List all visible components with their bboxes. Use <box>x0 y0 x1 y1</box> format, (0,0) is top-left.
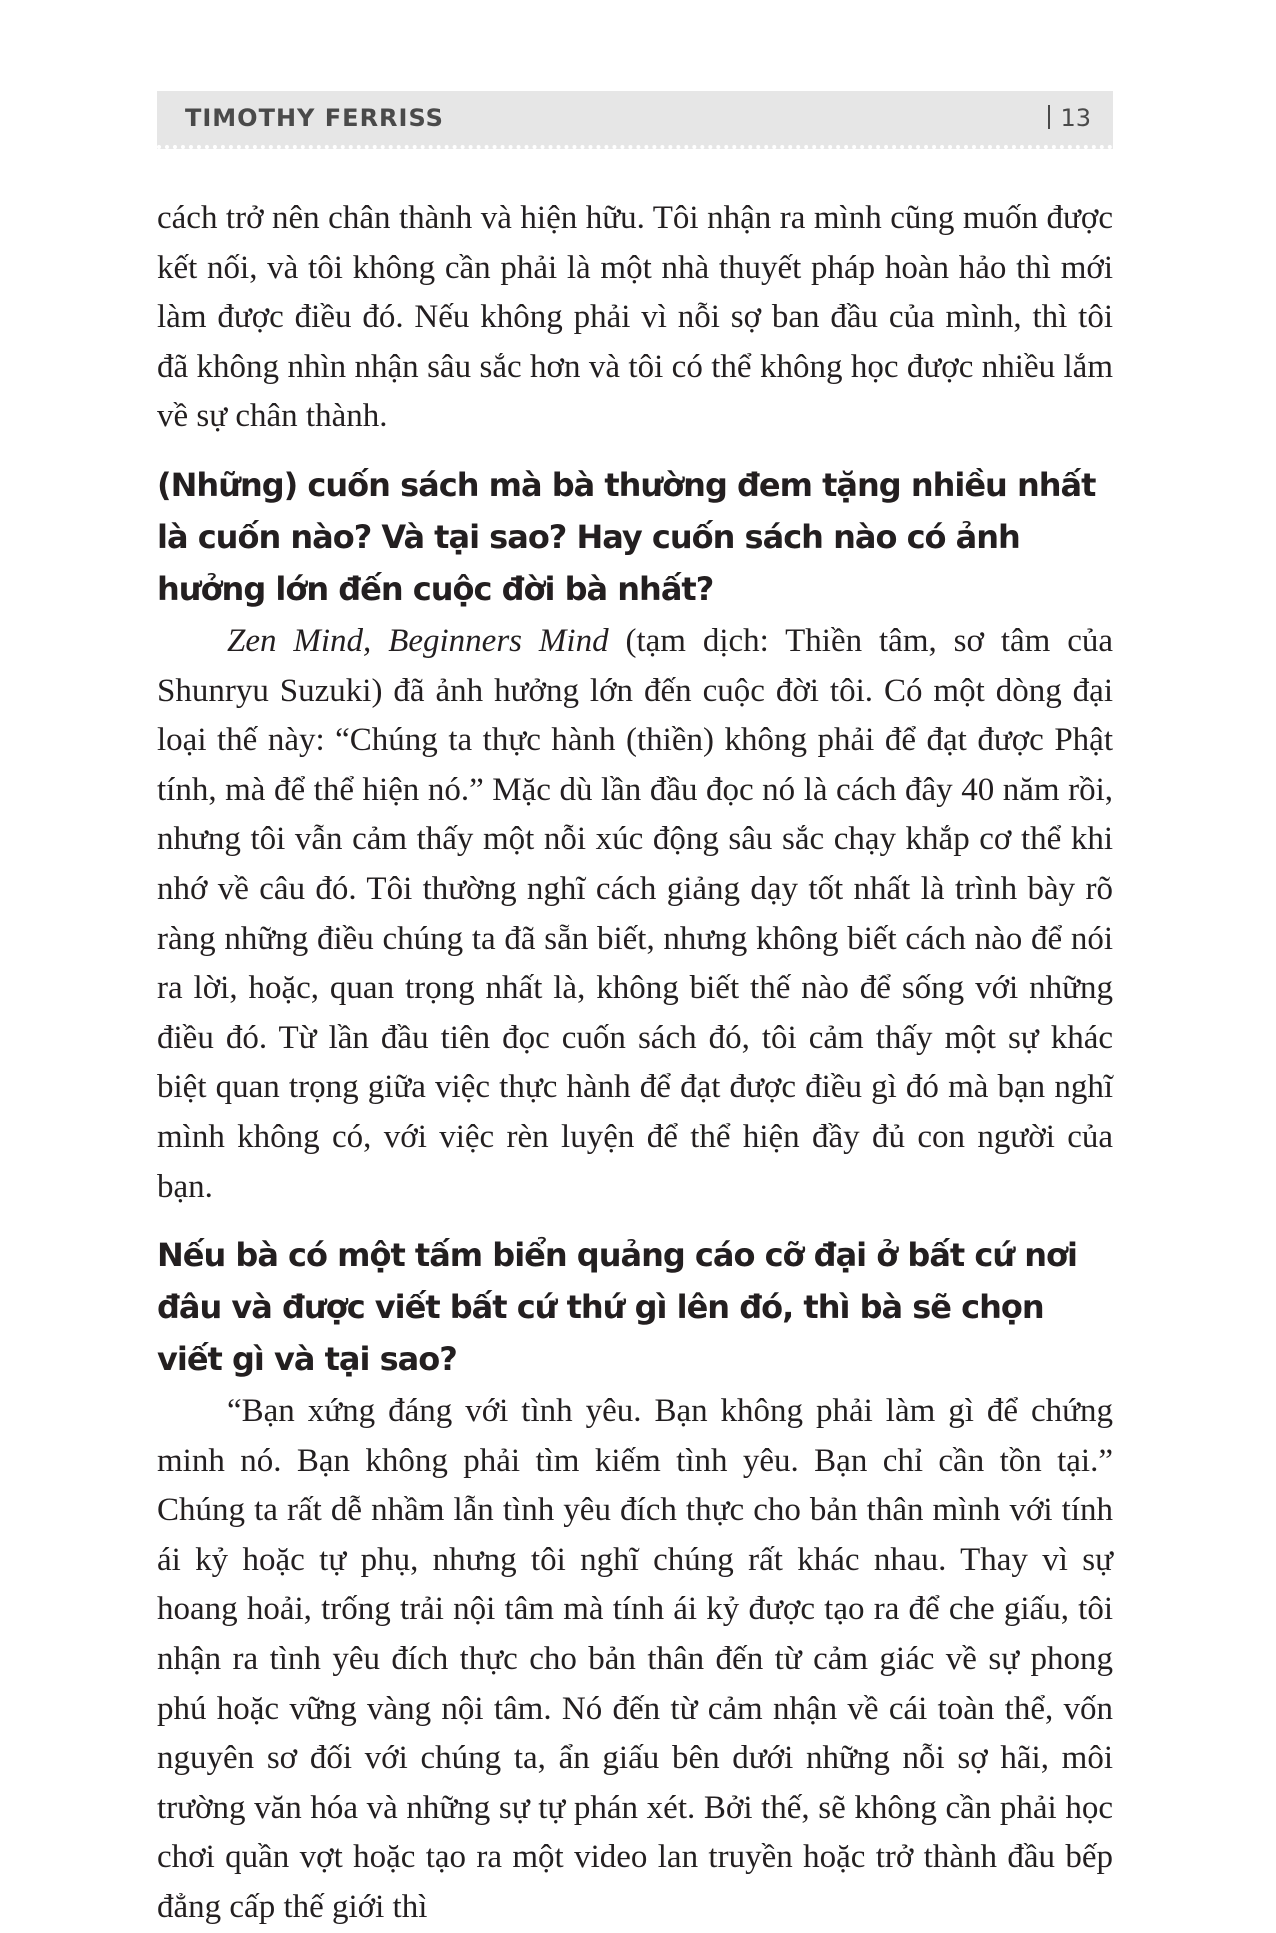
paragraph-continuation: cách trở nên chân thành và hiện hữu. Tôi nhận ra mình cũng muốn được kết nối, và tôi không cần phải là một nhà thuyết pháp hoàn hảo thì mới làm được điều đó. Nếu không phải vì nỗi sợ ban đầu của mình, thì tôi đã không nhìn nhận sâu sắc hơn và tôi có thể không học được nhiều lắm về sự chân thành. <box>157 200 1113 435</box>
answer-paragraph-books <box>157 617 1113 1212</box>
page-number: 13 <box>1060 104 1091 132</box>
page-number-area <box>1048 104 1091 132</box>
author-name: TIMOTHY FERRISS <box>185 104 444 132</box>
book-title: Zen Mind, Beginners Mind <box>227 622 609 659</box>
question-heading-billboard: Nếu bà có một tấm biển quảng cáo cỡ đại ở bất cứ nơi đâu và được viết bất cứ thứ gì lên đó, thì bà sẽ chọn viết gì và tại sao? <box>157 1236 1077 1379</box>
question-heading-books: (Những) cuốn sách mà bà thường đem tặng nhiều nhất là cuốn nào? Và tại sao? Hay cuốn sách nào có ảnh hưởng lớn đến cuộc đời bà nhất? <box>157 465 1096 608</box>
page-number-divider <box>1048 105 1050 129</box>
answer-text: (tạm dịch: Thiền tâm, sơ tâm của Shunryu Suzuki) đã ảnh hưởng lớn đến cuộc đời tôi. Có một dòng đại loại thế này: “Chúng ta thực hành (thiền) không phải để đạt được Phật tính, mà để thể hiện nó.” Mặc dù lần đầu đọc nó là cách đây 40 năm rồi, nhưng tôi vẫn cảm thấy một nỗi xúc động sâu sắc chạy khắp cơ thể khi nhớ về câu đó. Tôi thường nghĩ cách giảng dạy tốt nhất là trình bày rõ ràng những điều chúng ta đã sẵn biết, nhưng không biết cách nào để nói ra lời, hoặc, quan trọng nhất là, không biết thế nào để sống với những điều đó. Từ lần đầu tiên đọc cuốn sách đó, tôi cảm thấy một sự khác biệt quan trọng giữa việc thực hành để đạt được điều gì đó mà bạn nghĩ mình không có, với việc rèn luyện để thể hiện đầy đủ con người của bạn. <box>157 622 1114 1205</box>
answer-paragraph-billboard: “Bạn xứng đáng với tình yêu. Bạn không phải làm gì để chứng minh nó. Bạn không phải tìm kiếm tình yêu. Bạn chỉ cần tồn tại.” Chúng ta rất dễ nhầm lẫn tình yêu đích thực cho bản thân mình với tính ái kỷ hoặc tự phụ, nhưng tôi nghĩ chúng rất khác nhau. Thay vì sự hoang hoải, trống trải nội tâm mà tính ái kỷ được tạo ra để che giấu, tôi nhận ra tình yêu đích thực cho bản thân đến từ cảm giác về sự phong phú hoặc vững vàng nội tâm. Nó đến từ cảm nhận về cái toàn thể, vốn nguyên sơ đối với chúng ta, ẩn giấu bên dưới những nỗi sợ hãi, môi trường văn hóa và những sự tự phán xét. Bởi thế, sẽ không cần phải học chơi quần vợt hoặc tạo ra một video lan truyền hoặc trở thành đầu bếp đẳng cấp thế giới thì <box>157 1393 1113 1926</box>
running-header <box>157 91 1113 149</box>
page-body <box>157 194 1113 1933</box>
